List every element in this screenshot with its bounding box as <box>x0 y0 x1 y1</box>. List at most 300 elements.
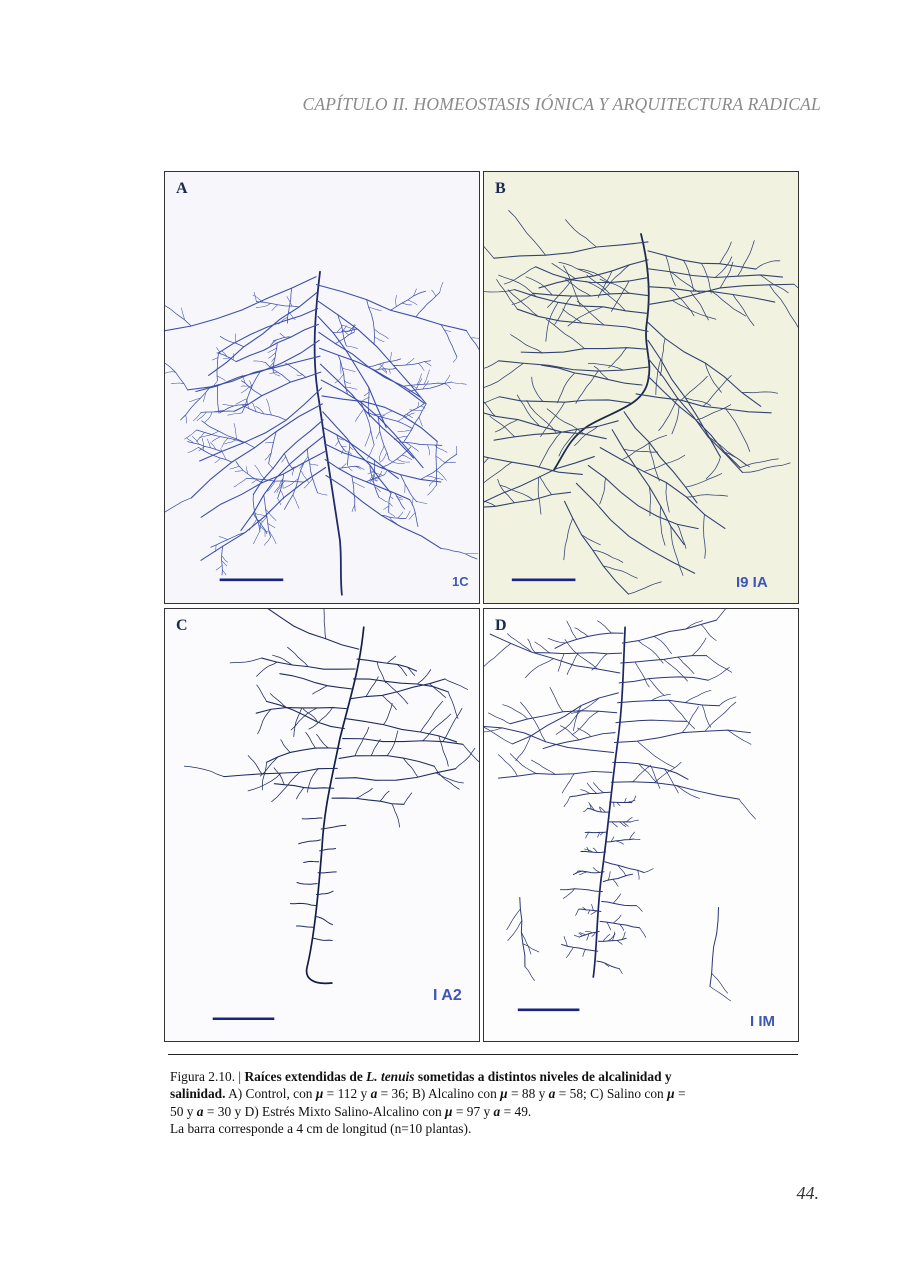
root-branch <box>191 404 322 498</box>
root-branch <box>193 413 201 421</box>
root-branch <box>587 275 610 294</box>
root-branch <box>531 760 555 774</box>
root-branch <box>638 870 640 879</box>
root-branch <box>570 792 610 797</box>
root-branch <box>280 333 285 337</box>
root-branch <box>369 307 382 310</box>
root-branch <box>390 496 393 498</box>
root-branch <box>220 336 244 346</box>
root-branch <box>445 679 468 689</box>
root-branch <box>345 331 349 334</box>
root-branch <box>558 654 564 672</box>
root-branch <box>338 355 347 393</box>
root-branch <box>769 285 798 330</box>
root-branch <box>299 840 321 844</box>
root-branch <box>566 947 573 957</box>
root-branch <box>520 702 545 742</box>
a-symbol: a <box>370 1086 378 1102</box>
root-branch <box>223 358 230 359</box>
root-branch <box>613 802 614 806</box>
root-branch <box>621 656 707 663</box>
root-branch <box>186 415 187 423</box>
root-branch <box>523 944 539 952</box>
root-branch <box>417 669 431 684</box>
root-branch <box>269 353 276 358</box>
root-branch <box>632 796 636 803</box>
caption-title-1: Raíces extendidas de <box>244 1069 363 1084</box>
root-branch <box>686 474 722 488</box>
root-branch <box>352 505 355 512</box>
root-branch <box>230 658 262 663</box>
root-branch <box>649 679 665 696</box>
root-branch <box>648 340 720 457</box>
root-branch <box>320 364 413 458</box>
root-branch <box>264 537 270 545</box>
root-branch <box>269 530 276 544</box>
root-branch <box>367 445 374 459</box>
root-branch <box>387 656 396 663</box>
root-branch <box>215 458 221 463</box>
panel-tag-d: I IM <box>750 1013 775 1030</box>
root-branch <box>687 495 728 497</box>
root-branch <box>613 894 620 903</box>
root-branch <box>611 281 629 311</box>
root-branch <box>268 523 275 528</box>
root-branch <box>613 915 621 923</box>
root-branch <box>669 700 695 728</box>
root-branch <box>363 397 369 401</box>
root-branch <box>715 257 732 278</box>
root-branch <box>257 662 277 676</box>
panel-letter-a: A <box>176 180 188 197</box>
root-branch <box>507 634 531 653</box>
root-branch <box>756 261 780 269</box>
root-branch <box>517 309 648 331</box>
root-branch <box>256 302 299 307</box>
root-branch <box>292 470 293 475</box>
root-branch <box>685 690 711 702</box>
root-branch <box>742 392 778 393</box>
root-branch <box>465 553 477 554</box>
root-branch <box>669 288 694 316</box>
root-branch <box>402 303 412 305</box>
root-branch <box>201 452 325 518</box>
root-branch <box>597 621 611 633</box>
root-branch <box>353 679 448 692</box>
root-branch <box>712 291 746 316</box>
root-branch <box>563 889 574 899</box>
root-branch <box>619 969 622 974</box>
root-branch <box>710 907 719 986</box>
root-branch <box>629 832 634 840</box>
root-branch <box>382 695 396 709</box>
root-branch <box>704 514 706 558</box>
root-branch <box>234 372 321 411</box>
root-branch <box>217 353 236 362</box>
root-branch <box>682 707 698 733</box>
root-branch <box>171 383 184 384</box>
root-branch <box>598 938 626 941</box>
species-name: L. tenuis <box>366 1069 415 1084</box>
root-branch <box>222 570 226 575</box>
figure-panel-b <box>483 171 799 604</box>
root-branch <box>222 438 229 447</box>
figure-caption <box>170 1068 695 1138</box>
root-branch <box>525 967 535 981</box>
root-branch <box>416 292 440 317</box>
root-branch <box>197 412 206 420</box>
root-image-b <box>484 172 798 603</box>
figure-label: Figura 2.10. | <box>170 1069 242 1084</box>
root-image-d <box>484 609 798 1041</box>
root-branch <box>406 358 414 365</box>
root-branch <box>225 440 237 444</box>
root-branch <box>564 266 581 306</box>
root-branch <box>304 861 319 862</box>
root-branch <box>315 916 333 924</box>
root-branch <box>267 481 275 491</box>
root-branch <box>344 381 351 384</box>
root-branch <box>339 756 434 767</box>
root-branch <box>598 832 600 837</box>
root-branch <box>703 375 731 406</box>
panel-letter-d: D <box>495 617 507 634</box>
mu-symbol: μ <box>667 1086 675 1102</box>
root-branch <box>495 420 518 432</box>
root-branch <box>184 766 224 776</box>
root-branch <box>494 242 648 258</box>
root-branch <box>385 681 408 704</box>
caption-c-mu: = 50 y <box>170 1086 686 1119</box>
root-branch <box>619 822 626 827</box>
root-branch <box>396 295 397 306</box>
root-branch <box>574 935 579 937</box>
root-branch <box>389 369 390 373</box>
root-branch <box>634 839 640 840</box>
root-branch <box>564 936 567 946</box>
root-branch <box>664 769 678 793</box>
mu-symbol: μ <box>500 1086 508 1102</box>
root-branch <box>585 832 607 833</box>
running-header: CAPÍTULO II. HOMEOSTASIS IÓNICA Y ARQUITECTURA RADICAL <box>302 94 821 114</box>
root-branch <box>337 326 342 332</box>
root-branch <box>398 430 412 432</box>
root-branch <box>313 938 332 940</box>
root-branch <box>484 723 512 744</box>
root-branch <box>575 628 588 637</box>
root-branch <box>559 262 594 276</box>
root-branch <box>429 478 436 486</box>
page-number: 44. <box>796 1183 819 1203</box>
root-branch <box>255 465 266 480</box>
root-branch <box>424 362 431 366</box>
root-branch <box>565 639 598 669</box>
root-branch <box>672 300 716 319</box>
root-branch <box>384 471 386 475</box>
root-branch <box>234 423 237 439</box>
root-branch <box>581 790 590 794</box>
root-branch <box>219 537 228 540</box>
root-branch <box>418 363 424 370</box>
root-branch <box>332 798 404 804</box>
root-branch <box>484 457 594 502</box>
root-branch <box>248 773 281 791</box>
root-branch <box>383 703 392 724</box>
root-branch <box>423 714 451 741</box>
root-branch <box>521 348 648 353</box>
root-branch <box>267 748 341 762</box>
root-branch <box>525 659 553 678</box>
root-branch <box>608 872 610 881</box>
root-branch <box>185 430 197 439</box>
caption-rule <box>168 1054 798 1055</box>
root-branch <box>377 662 386 683</box>
root-branch <box>209 293 317 376</box>
root-branch <box>564 518 573 560</box>
root-branch <box>652 694 671 700</box>
root-branch <box>394 361 431 366</box>
panel-letter-b: B <box>495 180 506 197</box>
root-branch <box>471 338 479 339</box>
root-branch <box>321 825 346 829</box>
root-branch <box>705 702 736 731</box>
figure-panel-c <box>164 608 480 1042</box>
root-branch <box>560 889 602 892</box>
root-branch <box>316 891 333 894</box>
root-branch <box>432 290 436 296</box>
root-branch <box>338 466 358 468</box>
root-branch <box>253 295 264 302</box>
root-branch <box>581 851 606 852</box>
root-branch <box>222 546 223 575</box>
root-branch <box>376 432 379 439</box>
panel-tag-a: 1C <box>452 574 469 589</box>
root-branch <box>635 662 649 687</box>
root-branch <box>230 466 239 469</box>
root-branch <box>616 720 687 723</box>
root-branch <box>188 442 222 452</box>
root-branch <box>456 748 475 768</box>
root-branch <box>484 643 511 670</box>
root-branch <box>297 375 303 376</box>
root-branch <box>557 373 574 403</box>
root-branch <box>165 295 191 326</box>
root-branch <box>562 774 574 793</box>
root-branch <box>484 458 489 492</box>
root-branch <box>624 798 626 802</box>
root-branch <box>692 638 706 656</box>
root-branch <box>564 797 570 807</box>
a-symbol: a <box>548 1086 556 1102</box>
root-branch <box>648 322 761 406</box>
root-branch <box>350 679 445 699</box>
root-branch <box>602 902 637 906</box>
root-branch <box>484 363 523 387</box>
root-branch <box>605 862 644 873</box>
root-branch <box>274 768 284 785</box>
root-branch <box>257 685 267 701</box>
root-branch <box>666 256 676 286</box>
taproot <box>554 234 650 470</box>
root-branch <box>409 513 415 520</box>
root-branch <box>284 463 304 510</box>
root-branch <box>622 620 716 643</box>
root-branch <box>678 657 694 674</box>
root-branch <box>297 883 317 885</box>
root-branch <box>313 686 328 694</box>
root-branch <box>660 339 665 376</box>
root-branch <box>384 506 389 509</box>
panel-tag-b: I9 IA <box>736 574 768 591</box>
root-branch <box>616 841 624 844</box>
root-branch <box>648 251 756 269</box>
root-branch <box>266 399 271 415</box>
panel-tag-c: I A2 <box>433 987 462 1004</box>
root-branch <box>398 512 403 518</box>
root-branch <box>565 220 596 247</box>
root-branch <box>738 241 755 277</box>
root-branch <box>205 412 212 422</box>
root-branch <box>408 300 417 305</box>
root-branch <box>216 565 222 570</box>
root-branch <box>484 234 494 259</box>
root-branch <box>408 382 451 391</box>
root-branch <box>301 470 309 482</box>
root-branch <box>423 381 428 389</box>
root-branch <box>258 709 272 734</box>
root-branch <box>202 438 203 450</box>
root-branch <box>296 788 303 799</box>
root-branch <box>550 687 563 711</box>
root-branch <box>463 744 479 774</box>
root-branch <box>484 361 499 371</box>
root-branch <box>274 784 333 789</box>
root-branch <box>268 348 277 353</box>
root-branch <box>794 284 798 304</box>
root-branch <box>578 871 604 873</box>
root-branch <box>296 926 314 927</box>
root-branch <box>282 456 286 462</box>
mu-symbol: μ <box>445 1103 453 1119</box>
root-branch <box>499 361 648 371</box>
root-branch <box>582 535 601 545</box>
root-branch <box>760 275 788 293</box>
root-branch <box>181 387 211 420</box>
root-branch <box>265 442 273 443</box>
root-branch <box>526 277 553 295</box>
root-branch <box>597 961 620 969</box>
root-branch <box>466 331 479 374</box>
root-branch <box>410 500 418 527</box>
root-branch <box>265 609 359 649</box>
caption-b-a: = 58; <box>558 1086 587 1102</box>
root-branch <box>165 358 188 390</box>
root-branch <box>701 263 711 293</box>
root-branch <box>490 416 515 437</box>
root-branch <box>252 480 257 483</box>
root-branch <box>280 674 352 689</box>
root-branch <box>588 363 623 370</box>
root-branch <box>281 740 290 753</box>
root-branch <box>201 467 326 560</box>
root-branch <box>613 879 618 886</box>
root-branch <box>555 633 623 648</box>
root-branch <box>600 921 639 927</box>
root-branch <box>236 462 262 483</box>
root-branch <box>583 950 586 957</box>
root-branch <box>672 406 679 434</box>
root-branch <box>701 624 716 640</box>
root-branch <box>609 348 627 368</box>
root-branch <box>660 506 665 545</box>
root-branch <box>547 409 584 434</box>
root-branch <box>256 303 271 307</box>
root-branch <box>380 791 389 801</box>
root-branch <box>627 817 632 821</box>
root-branch <box>324 609 326 639</box>
root-branch <box>444 384 451 389</box>
root-branch <box>419 417 422 426</box>
root-branch <box>624 449 658 452</box>
root-branch <box>406 511 410 519</box>
root-branch <box>546 319 584 348</box>
root-branch <box>217 376 225 381</box>
root-branch <box>374 337 384 342</box>
root-branch <box>445 375 450 383</box>
root-branch <box>560 726 579 740</box>
root-branch <box>484 410 606 439</box>
root-branch <box>270 694 286 708</box>
root-branch <box>637 741 674 767</box>
caption-a-mu: = 112 y <box>326 1086 368 1102</box>
root-branch <box>374 329 388 339</box>
root-branch <box>336 441 339 446</box>
root-branch <box>361 402 374 445</box>
root-branch <box>543 733 615 749</box>
root-branch <box>286 363 306 377</box>
root-branch <box>548 638 565 643</box>
root-branch <box>488 713 510 724</box>
root-branch <box>382 411 393 417</box>
root-branch <box>188 447 199 452</box>
caption-c-text: C) Salino con <box>590 1086 664 1102</box>
root-branch <box>253 361 265 362</box>
root-branch <box>272 305 278 311</box>
caption-c-a: = 30 y <box>206 1103 242 1119</box>
root-branch <box>484 492 570 509</box>
root-branch <box>404 793 412 804</box>
root-branch <box>576 909 579 915</box>
root-branch <box>484 449 582 474</box>
root-branch <box>355 409 363 422</box>
root-branch <box>567 621 577 639</box>
root-branch <box>591 911 597 914</box>
taproot <box>315 272 342 595</box>
root-branch <box>586 832 589 838</box>
taproot <box>307 627 364 983</box>
root-branch <box>321 380 423 468</box>
root-branch <box>440 282 443 292</box>
root-branch <box>270 372 278 373</box>
a-symbol: a <box>493 1103 501 1119</box>
root-branch <box>355 727 369 756</box>
root-branch <box>484 462 512 487</box>
root-branch <box>636 394 771 413</box>
root-branch <box>720 242 732 264</box>
root-branch <box>498 479 515 502</box>
root-branch <box>579 872 586 875</box>
root-branch <box>702 705 711 727</box>
